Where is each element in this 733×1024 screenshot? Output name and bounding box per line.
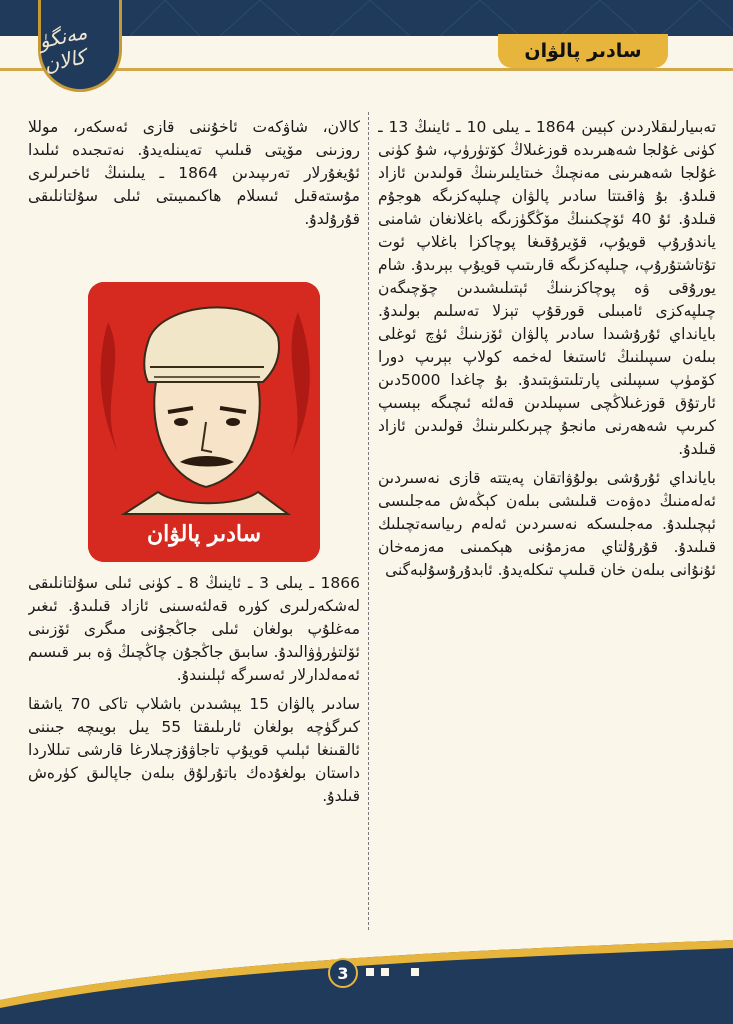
page-indicator	[364, 966, 421, 978]
page-dot-active	[394, 966, 406, 978]
article-column-left-bottom	[28, 572, 360, 928]
section-title-tab	[498, 34, 668, 68]
page-dot	[409, 966, 421, 978]
article-column-right	[378, 116, 716, 928]
logo-text: مەنگۈ كالان	[36, 19, 90, 77]
page-dot	[379, 966, 391, 978]
paragraph: كالان، شاۋكەت ئاخۇننى قازى ئەسكەر، موللا روزىنى مۆپتى قىلىپ تەيىنلەيدۇ. نەتىجىدە ئىلىدا ئۇيغۇرلار تەرىپىدىن 1864 ـ يىلىنىڭ ئاخىرلىرى مۇستەقىل ئىسلام ھاكىمىيىتى ئىلى سۇلتانلىقى قۇرۇلدۇ.	[28, 118, 360, 228]
paragraph: 1866 ـ يىلى 3 ـ ئاينىڭ 8 ـ كۈنى ئىلى سۇلتانلىقى لەشكەرلىرى كۈرە قەلئەسىنى ئازاد قىلىدۇ. ئىغىر مەغلۇپ بولغان ئىلى جاڭجۇنى مىگرى ئۆزىنى ئۆلتۈرۈۋالىدۇ. سابىق جاڭجۇن چاڭچىڭ ۋە بىر قىسىم ئەمەلدارلار ئەسىرگە ئېلىنىدۇ.	[28, 574, 360, 684]
magazine-logo	[38, 0, 122, 92]
page-number: 3	[328, 958, 358, 988]
footer-wave	[0, 940, 733, 1024]
paragraph: بايانداي ئۇرۇشى بولۇۋاتقان پەيتتە قازى نەسىردىن ئەلەمنىڭ دەۋەت قىلىشى بىلەن كېڭەش مەجلىسى ئېچىلىدۇ. مەجلىسكە نەسىردىن ئەلەم رىياسەتچىلىك قىلىدۇ. قۇرۇلتاي مەزمۇنى ھېكمىنى مەزمەخان ئۇنۇانى بىلەن خان قىلىپ تىكلەيدۇ. ئابدۇرۇسۇلبەگنى	[378, 469, 716, 579]
portrait-image	[88, 282, 320, 562]
paragraph: تەبىيارلىقلاردىن كېيىن 1864 ـ يىلى 10 ـ ئاينىڭ 13 ـ كۈنى غۇلجا شەھىرىدە قوزغىلاڭ كۆتۈرۈپ، شۇ كۈنى غۇلجا شەھىرىنى مەنچىڭ خىتايلىرىنىڭ قولىدىن ئازاد قىلدۇ. بۇ ۋاقىتتا سادىر پالۋان چىلپەكزىگە ھوجۇم قىلدۇ. ئۇ 40 ئۆچكىنىڭ مۆڭگۈزىگە باغلانغان شامنى ياندۇرۇپ قويۇپ، قۆيرۇقىغا پوچاكزا باغلاپ ئوت تۇتاشتۇرۇپ، چىلپەكزىگە قارىتىپ قويۇپ بېرىدۇ. شام يورۇقى ۋە پوچاكزىنىڭ ئېتىلىشىدىن چۆچىگەن چىلپەكزى ئامبىلى قورقۇپ تېزلا تەسلىم بولىدۇ. بايانداي ئۇرۇشىدا سادىر پالۋان ئۆزىنىڭ ئۈچ ئوغلى بىلەن سىپىلنىڭ ئاستىغا لەخمە كولاپ بېرىپ دورا كۆمۈپ سىپىلنى پارتلىتىۋېتىدۇ. بۇ چاغدا 5000دىن ئارتۇق قوزغىلاڭچى سىپىلدىن قەلئە ئىچىگە بېسىپ كىرىپ شەھەرنى مانجۇ چېرىكلىرىنىڭ قولىدىن ئازاد قىلدۇ.	[378, 118, 716, 458]
article-column-left-top	[28, 116, 360, 276]
page-dot	[364, 966, 376, 978]
portrait-caption: سادىر پالۋان	[146, 521, 262, 547]
paragraph: سادىر پالۋان 15 يېشىدىن باشلاپ تاكى 70 ياشقا كىرگۈچە بولغان ئارىلىقتا 55 يىل بويىچە جىننى ئالقىنغا ئېلىپ قويۇپ تاجاۋۇزچىلارغا قارشى تىللاردا داستان بولغۇدەك باتۇرلۇق بىلەن جاپالىق كۈرەش قىلدۇ.	[28, 695, 360, 805]
column-divider	[368, 112, 369, 930]
section-title: سادىر پالۋان	[524, 40, 642, 62]
